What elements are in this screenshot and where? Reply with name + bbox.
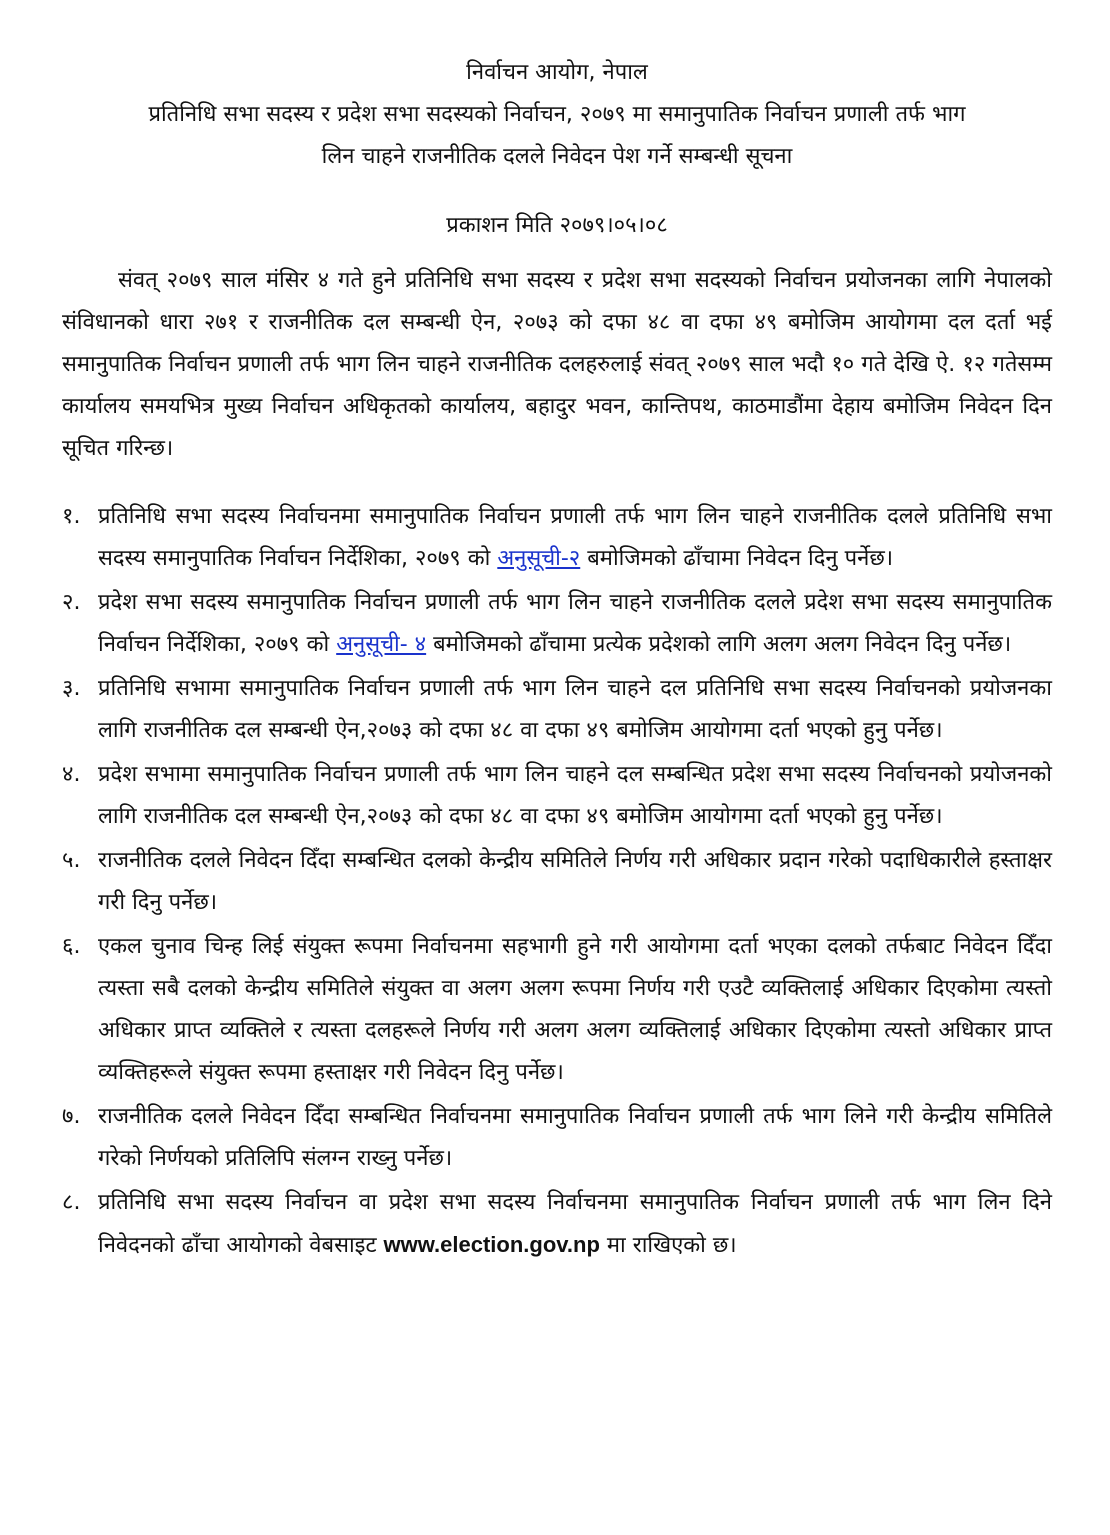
notice-title-line-1: प्रतिनिधि सभा सदस्य र प्रदेश सभा सदस्यको निर्वाचन, २०७९ मा समानुपातिक निर्वाचन प्रणाली तर्फ भाग <box>148 102 966 127</box>
instruction-list <box>62 496 1052 1267</box>
list-item <box>62 926 1052 1094</box>
publication-date: प्रकाशन मिति २०७९।०५।०८ <box>446 213 668 238</box>
annex-2-link[interactable]: अनुसूची-२ <box>497 546 581 571</box>
item-text: प्रतिनिधि सभा सदस्य निर्वाचन वा प्रदेश सभा सदस्य निर्वाचनमा समानुपातिक निर्वाचन प्रणाली तर्फ भाग लिन दिने निवेदनको ढाँचा आयोगको वेबसाइट www.election.gov.np मा राखिएको छ। <box>98 1190 1052 1258</box>
list-item <box>62 668 1052 752</box>
item-text: राजनीतिक दलले निवेदन दिँदा सम्बन्धित निर्वाचनमा समानुपातिक निर्वाचन प्रणाली तर्फ भाग लिने गरी केन्द्रीय समितिले गरेको निर्णयको प्रतिलिपि संलग्न राख्नु पर्नेछ। <box>98 1104 1052 1171</box>
commission-title: निर्वाचन आयोग, नेपाल <box>466 60 648 85</box>
list-item <box>62 754 1052 838</box>
list-item <box>62 496 1052 580</box>
website-url: www.election.gov.np <box>383 1232 600 1257</box>
list-item <box>62 840 1052 924</box>
item-text: प्रदेश सभामा समानुपातिक निर्वाचन प्रणाली तर्फ भाग लिन चाहने दल सम्बन्धित प्रदेश सभा सदस्य निर्वाचनको प्रयोजनको लागि राजनीतिक दल सम्बन्धी ऐन,२०७३ को दफा ४८ वा दफा ४९ बमोजिम आयोगमा दर्ता भएको हुनु पर्नेछ। <box>98 762 1052 829</box>
list-item <box>62 1182 1052 1267</box>
item-number: ४. <box>62 762 81 787</box>
item-text: प्रतिनिधि सभा सदस्य निर्वाचनमा समानुपातिक निर्वाचन प्रणाली तर्फ भाग लिन चाहने राजनीतिक दलले प्रतिनिधि सभा सदस्य समानुपातिक निर्वाचन निर्देशिका, २०७९ को अनुसूची-२ बमोजिमको ढाँचामा निवेदन दिनु पर्नेछ। <box>98 504 1052 571</box>
list-item <box>62 582 1052 666</box>
item-number: ६. <box>62 934 81 959</box>
item-number: २. <box>62 590 81 615</box>
item-number: १. <box>62 504 81 529</box>
item-text: प्रतिनिधि सभामा समानुपातिक निर्वाचन प्रणाली तर्फ भाग लिन चाहने दल प्रतिनिधि सभा सदस्य निर्वाचनको प्रयोजनका लागि राजनीतिक दल सम्बन्धी ऐन,२०७३ को दफा ४८ वा दफा ४९ बमोजिम आयोगमा दर्ता भएको हुनु पर्नेछ। <box>98 676 1052 743</box>
item-number: ७. <box>62 1104 81 1129</box>
item-number: ५. <box>62 848 81 873</box>
annex-4-link[interactable]: अनुसूची- ४ <box>336 632 427 657</box>
item-number: ३. <box>62 676 81 701</box>
notice-title-line-2: लिन चाहने राजनीतिक दलले निवेदन पेश गर्ने सम्बन्धी सूचना <box>321 144 793 169</box>
item-text: राजनीतिक दलले निवेदन दिँदा सम्बन्धित दलको केन्द्रीय समितिले निर्णय गरी अधिकार प्रदान गरेको पदाधिकारीले हस्ताक्षर गरी दिनु पर्नेछ। <box>98 848 1052 915</box>
list-item <box>62 1096 1052 1180</box>
notice-header <box>62 52 1052 178</box>
intro-paragraph: संवत् २०७९ साल मंसिर ४ गते हुने प्रतिनिधि सभा सदस्य र प्रदेश सभा सदस्यको निर्वाचन प्रयोजनका लागि नेपालको संविधानको धारा २७१ र राजनीतिक दल सम्बन्धी ऐन, २०७३ को दफा ४८ वा दफा ४९ बमोजिम आयोगमा दल दर्ता भई समानुपातिक निर्वाचन प्रणाली तर्फ भाग लिन चाहने राजनीतिक दलहरुलाई संवत् २०७९ साल भदौ १० गते देखि ऐ. १२ गतेसम्म कार्यालय समयभित्र मुख्य निर्वाचन अधिकृतको कार्यालय, बहादुर भवन, कान्तिपथ, काठमाडौंमा देहाय बमोजिम निवेदन दिन सूचित गरिन्छ। <box>62 268 1052 461</box>
item-text: प्रदेश सभा सदस्य समानुपातिक निर्वाचन प्रणाली तर्फ भाग लिन चाहने राजनीतिक दलले प्रदेश सभा सदस्य समानुपातिक निर्वाचन निर्देशिका, २०७९ को अनुसूची- ४ बमोजिमको ढाँचामा प्रत्येक प्रदेशको लागि अलग अलग निवेदन दिनु पर्नेछ। <box>98 590 1052 657</box>
item-text: एकल चुनाव चिन्ह लिई संयुक्त रूपमा निर्वाचनमा सहभागी हुने गरी आयोगमा दर्ता भएका दलको तर्फबाट निवेदन दिँदा त्यस्ता सबै दलको केन्द्रीय समितिले संयुक्त वा अलग अलग रूपमा निर्णय गरी एउटै व्यक्तिलाई अधिकार दिएकोमा त्यस्तो अधिकार प्राप्त व्यक्तिले र त्यस्ता दलहरूले निर्णय गरी अलग अलग व्यक्तिलाई अधिकार दिएकोमा त्यस्तो अधिकार प्राप्त व्यक्तिहरूले संयुक्त रूपमा हस्ताक्षर गरी निवेदन दिनु पर्नेछ। <box>98 934 1052 1085</box>
item-number: ८. <box>62 1190 81 1215</box>
